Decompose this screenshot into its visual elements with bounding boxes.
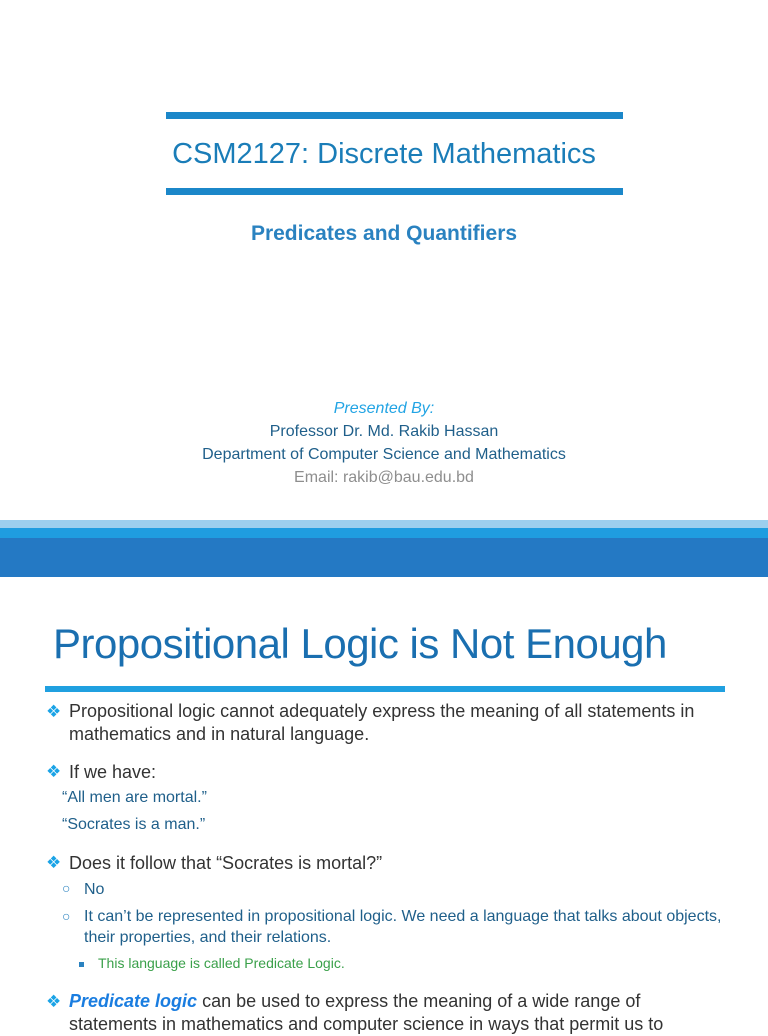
diamond-cluster-icon: ❖ [46,853,62,872]
answer-no: No [84,881,105,898]
diamond-cluster-icon: ❖ [46,762,62,781]
predicate-logic-emphasis: Predicate logic [69,991,198,1011]
bullet-predicate-logic [69,990,729,1036]
predicate-logic-rest: can be used to express the meaning of a wide range of statements in mathematics and computer science in ways that permit us to [69,991,664,1034]
footer-band-dark [0,538,768,577]
answer-explanation: It can’t be represented in propositional logic. We need a language that talks about objects, their properties, and their relations. [84,908,722,946]
course-title: CSM2127: Discrete Mathematics [172,138,596,170]
lecture-subtitle: Predicates and Quantifiers [250,222,518,245]
hollow-circle-icon: ○ [62,880,71,896]
bullet-propositional-limits: Propositional logic cannot adequately express the meaning of all statements in mathematics and in natural language. [69,701,695,744]
presenter-email: Email: rakib@bau.edu.bd [294,469,474,486]
diamond-cluster-icon: ❖ [46,992,62,1011]
bullet-does-it-follow: Does it follow that “Socrates is mortal?” [69,853,383,873]
content-slide [0,578,768,1034]
quote-all-men: “All men are mortal.” [62,789,207,806]
hollow-circle-icon: ○ [62,908,71,924]
slide-title: Propositional Logic is Not Enough [53,620,667,667]
predicate-logic-note: This language is called Predicate Logic. [98,955,345,971]
bullet-if-we-have: If we have: [69,762,157,782]
presenter-department: Department of Computer Science and Mathematics [202,446,566,463]
presented-by-label: Presented By: [333,400,435,417]
diamond-cluster-icon: ❖ [46,702,62,721]
title-bottom-rule [166,188,623,195]
presenter-name: Professor Dr. Md. Rakib Hassan [269,423,499,440]
title-top-rule [166,112,623,119]
quote-socrates: “Socrates is a man.” [62,816,206,833]
footer-band-light [0,520,768,528]
slide-title-rule [45,686,725,692]
footer-band-mid [0,528,768,538]
square-icon [79,962,84,967]
